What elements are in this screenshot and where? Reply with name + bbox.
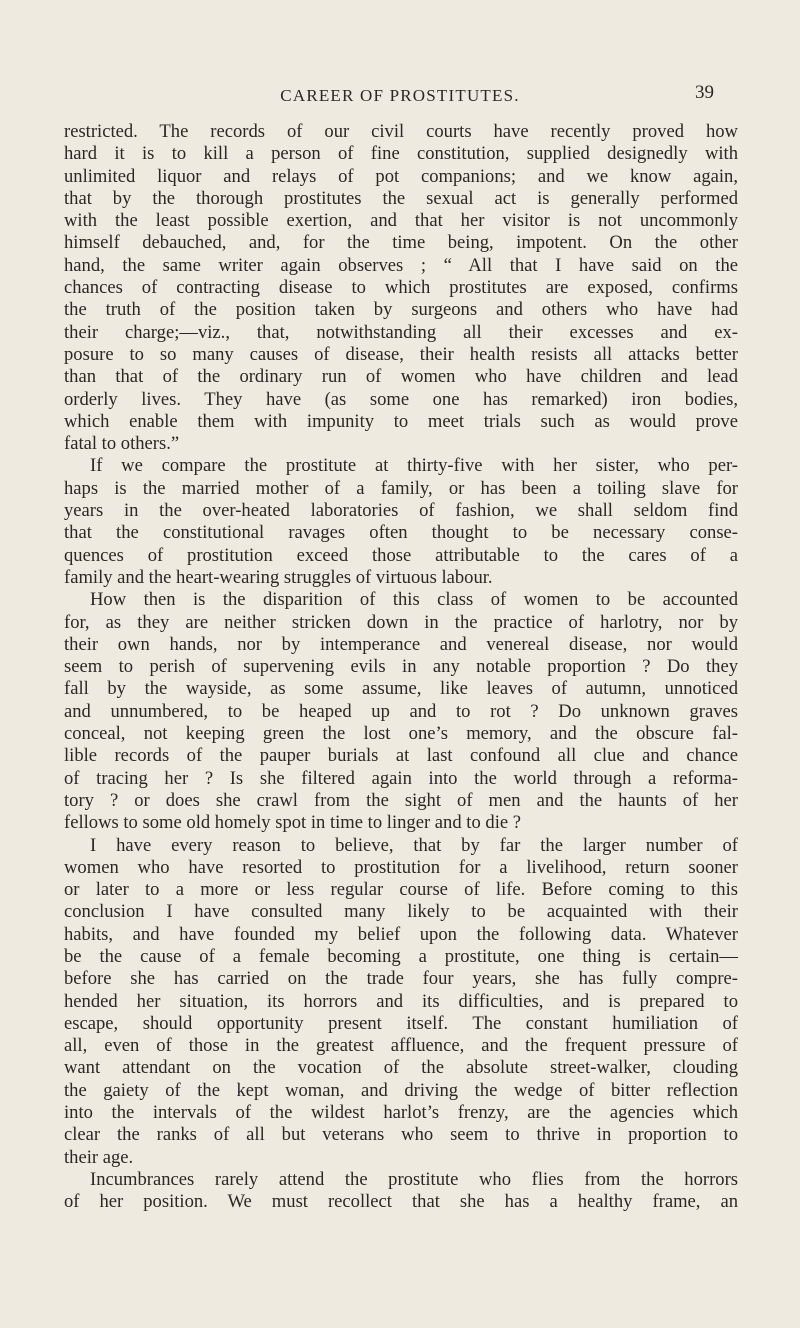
text-line: fellows to some old homely spot in time to linger and to die ? [64,812,522,834]
text-line: their age. [64,1146,134,1168]
text-line: that by the thorough prostitutes the sexual act is generally performed [64,187,738,209]
text-line: the gaiety of the kept woman, and driving the wedge of bitter reflection [64,1079,738,1101]
running-title: CAREER OF PROSTITUTES. [280,86,520,105]
text-line: Incumbrances rarely attend the prostitute who flies from the horrors [90,1168,738,1190]
text-line: hand, the same writer again observes ; “ All that I have said on the [64,254,738,276]
text-line: hended her situation, its horrors and its difficulties, and is prepared to [64,990,738,1012]
text-line: into the intervals of the wildest harlot’s frenzy, are the agencies which [64,1102,738,1124]
text-line: of tracing her ? Is she filtered again into the world through a reforma- [64,767,738,789]
text-line: posure to so many causes of disease, their health resists all attacks better [64,343,738,365]
text-line: unlimited liquor and relays of pot companions; and we know again, [64,165,738,187]
text-line: fatal to others.” [64,433,180,455]
text-line: for, as they are neither stricken down in the practice of harlotry, nor by [64,611,738,633]
text-line: want attendant on the vocation of the absolute street-walker, clouding [64,1057,738,1079]
text-line: before she has carried on the trade four years, she has fully compre- [64,968,738,990]
text-line: be the cause of a female becoming a prostitute, one thing is certain— [64,945,738,967]
text-line: orderly lives. They have (as some one has remarked) iron bodies, [64,388,738,410]
text-line: than that of the ordinary run of women who have children and lead [64,366,738,388]
text-line: himself debauched, and, for the time being, impotent. On the other [64,232,738,254]
text-line: years in the over-heated laboratories of fashion, we shall seldom find [64,500,738,522]
text-line: conceal, not keeping green the lost one’s memory, and the obscure fal- [64,723,738,745]
text-line: and unnumbered, to be heaped up and to rot ? Do unknown graves [64,700,738,722]
text-line: quences of prostitution exceed those attributable to the cares of a [64,544,738,566]
text-line: If we compare the prostitute at thirty-five with her sister, who per- [90,455,738,477]
text-line: chances of contracting disease to which prostitutes are exposed, confirms [64,277,738,299]
text-line: all, even of those in the greatest affluence, and the frequent pressure of [64,1035,738,1057]
text-line: fall by the wayside, as some assume, like leaves of autumn, unnoticed [64,678,738,700]
page-number: 39 [695,82,714,103]
text-line: of her position. We must recollect that she has a healthy frame, an [64,1191,738,1213]
body-text [64,121,738,1214]
text-line: their charge;—viz., that, notwithstanding all their excesses and ex- [64,321,738,343]
text-line: lible records of the pauper burials at last confound all clue and chance [64,745,738,767]
text-line: How then is the disparition of this class of women to be accounted [90,589,738,611]
text-line: hard it is to kill a person of fine constitution, supplied designedly with [64,143,738,165]
text-line: clear the ranks of all but veterans who seem to thrive in proportion to [64,1124,738,1146]
text-line: tory ? or does she crawl from the sight of men and the haunts of her [64,789,738,811]
text-line: restricted. The records of our civil courts have recently proved how [64,121,738,142]
text-line: women who have resorted to prostitution for a livelihood, return sooner [64,856,738,878]
running-head [0,84,800,114]
text-line: habits, and have founded my belief upon the following data. Whatever [64,923,738,945]
text-line: with the least possible exertion, and that her visitor is not uncommonly [64,210,738,232]
text-line: I have every reason to believe, that by far the larger number of [90,834,738,856]
text-line: their own hands, nor by intemperance and venereal disease, nor would [64,633,738,655]
text-line: the truth of the position taken by surgeons and others who have had [64,299,738,321]
text-line: or later to a more or less regular course of life. Before coming to this [64,879,738,901]
text-line: that the constitutional ravages often thought to be necessary conse- [64,522,738,544]
text-line: conclusion I have consulted many likely to be acquainted with their [64,901,738,923]
text-line: haps is the married mother of a family, or has been a toiling slave for [64,477,738,499]
text-line: escape, should opportunity present itself. The constant humiliation of [64,1012,738,1034]
text-line: which enable them with impunity to meet trials such as would prove [64,410,738,432]
text-line: family and the heart-wearing struggles of virtuous labour. [64,566,493,588]
text-line: seem to perish of supervening evils in any notable proportion ? Do they [64,656,738,678]
